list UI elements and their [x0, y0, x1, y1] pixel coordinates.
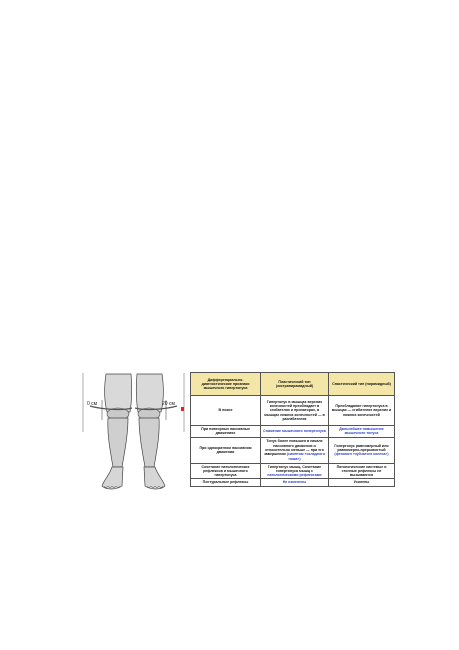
cell-plastic: Не изменены	[261, 479, 329, 486]
cell-spastic: Дальнейшее повышение мышечного тонуса	[329, 426, 395, 438]
cell-text: Тонус более повышен в начале пассивного движения и относительно меньше — при его завершении	[264, 439, 324, 457]
cell-plastic	[261, 437, 329, 463]
table-row	[191, 479, 395, 486]
table-row	[191, 396, 395, 426]
cell-highlight: патологическими рефлексами	[267, 473, 322, 478]
hypertonus-comparison-table	[190, 372, 395, 487]
cell-spastic: Преобладание гипертонуса в мышцах — сгибателях верхних и нижних конечностей	[329, 396, 395, 426]
cell-text: Гипертонус равномерный или равномерно-прерывистый	[334, 443, 389, 452]
header-criteria: Дифференциально-диагностические признаки мышечного гипертонуса	[191, 373, 261, 396]
cell-spastic	[329, 437, 395, 463]
cell-plastic	[261, 463, 329, 479]
legs-measurement-figure	[82, 372, 185, 496]
row-label: В покое	[191, 396, 261, 426]
cell-spastic: Усилены	[329, 479, 395, 486]
hypertonus-table-container	[190, 372, 394, 520]
table-header-row	[191, 373, 395, 396]
cell-plastic: Гипертонус в мышцах верхних конечностей преобладает в сгибателях и пронаторах, в мышцах нижних конечностей — в разгибателях	[261, 396, 329, 426]
row-label: При однократном пассивном движении	[191, 437, 261, 463]
table-row	[191, 437, 395, 463]
row-label: При повторных пассивных движениях	[191, 426, 261, 438]
cell-highlight: (симптом «складного ножа»)	[286, 452, 325, 461]
cell-spastic: Патологические кистевые и стопные рефлексы не вызываются	[329, 463, 395, 479]
cell-text: Гипертонус мышц. Сочетание гипертонуса мышц с	[267, 464, 322, 473]
cell-highlight: (феномен «зубчатого колеса»)	[334, 452, 389, 457]
measure-label-right: 20 см	[162, 401, 175, 407]
legs-illustration	[82, 372, 185, 496]
table-row	[191, 426, 395, 438]
row-label: Сочетание патологических рефлексов и мышечного гипертонуса	[191, 463, 261, 479]
cell-plastic: Снижение мышечного гипертонуса	[261, 426, 329, 438]
measure-label-left: 0 см	[87, 401, 98, 407]
header-spastic-type: Спастический тип (пирамидный)	[329, 373, 395, 396]
header-plastic-type: Пластический тип (экстрапирамидный)	[261, 373, 329, 396]
table-row	[191, 463, 395, 479]
row-label: Постуральные рефлексы	[191, 479, 261, 486]
